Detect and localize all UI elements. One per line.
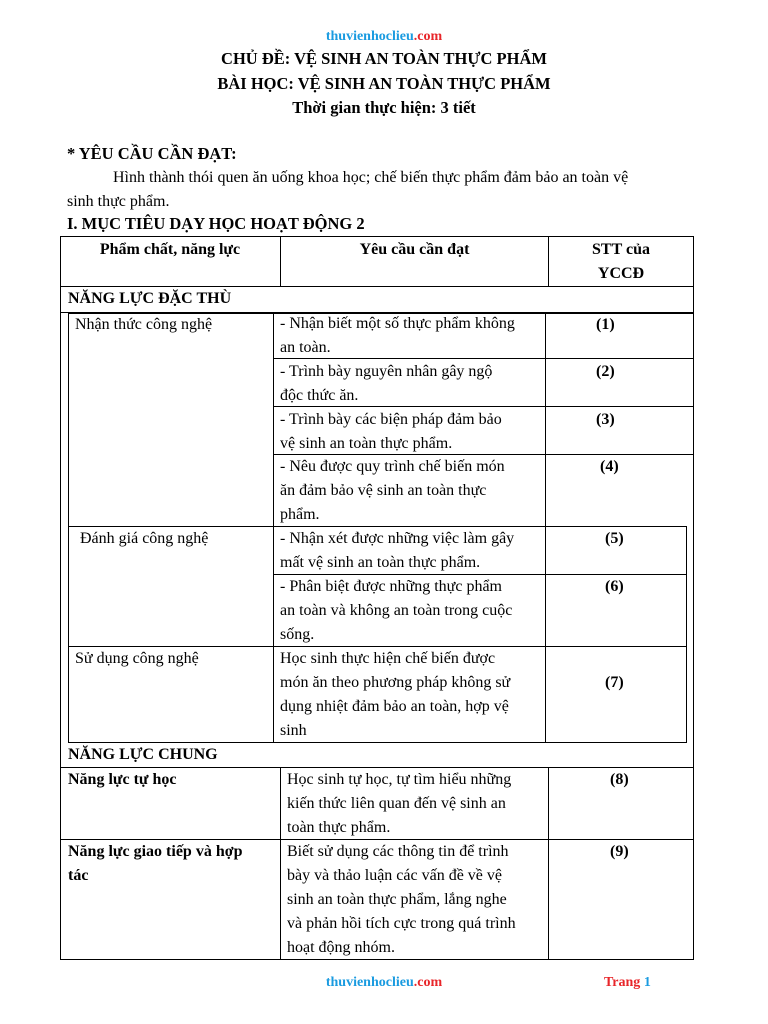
number-5: (5) <box>605 530 624 547</box>
number-2: (2) <box>596 363 615 380</box>
number-9: (9) <box>610 843 629 860</box>
requirement-9: Biết sử dụng các thông tin để trình bày và thảo luận các vấn đề về vệ sinh an toàn thực phẩm, lắng nghe và phản hồi tích cực trong quá trình hoạt động nhóm. <box>287 843 516 956</box>
requirement-4: - Nêu được quy trình chế biến món ăn đảm bảo vệ sinh an toàn thực phẩm. <box>280 458 505 523</box>
table-rule <box>273 313 274 743</box>
requirement-6: - Phân biệt được những thực phẩm an toàn và không an toàn trong cuộc sống. <box>280 578 513 643</box>
requirement-3: - Trình bày các biện pháp đảm bảo vệ sinh an toàn thực phẩm. <box>280 411 502 452</box>
label-self-study: Năng lực tự học <box>68 771 177 788</box>
title-block <box>0 47 768 121</box>
table-rule <box>68 313 69 743</box>
header-site-name: thuvienhoclieu.com <box>325 29 443 44</box>
requirement-2: - Trình bày nguyên nhân gây ngộ độc thức ăn. <box>280 363 493 404</box>
header-cell-requirement: Yêu cầu cần đạt <box>359 241 470 258</box>
number-8: (8) <box>610 771 629 788</box>
table-rule <box>545 313 546 743</box>
number-3: (3) <box>596 411 615 428</box>
page-number: Trang 1 <box>604 975 651 990</box>
number-6: (6) <box>605 578 624 595</box>
header-cell-number: STT của YCCĐ <box>592 241 650 282</box>
table-border-top <box>60 236 694 237</box>
group-awareness: Nhận thức công nghệ <box>75 316 213 333</box>
footer-site-name: thuvienhoclieu.com <box>325 975 443 990</box>
objectives-table <box>60 236 694 960</box>
lesson-title: BÀI HỌC: VỆ SINH AN TOÀN THỰC PHẨM <box>217 73 551 93</box>
requirement-7: Học sinh thực hiện chế biến được món ăn theo phương pháp không sử dụng nhiệt đảm bảo an toàn, hợp vệ sinh <box>280 650 511 739</box>
section-general-heading: NĂNG LỰC CHUNG <box>68 746 218 763</box>
topic-title: CHỦ ĐỀ: VỆ SINH AN TOÀN THỰC PHẨM <box>221 49 547 68</box>
table-rule <box>548 767 549 960</box>
requirements-text: Hình thành thói quen ăn uống khoa học; chế biến thực phẩm đảm bảo an toàn vệ sinh thực phẩm. <box>67 169 629 210</box>
requirement-1: - Nhận biết một số thực phẩm không an toàn. <box>280 315 515 356</box>
section-heading: I. MỤC TIÊU DẠY HỌC HOẠT ĐỘNG 2 <box>67 214 365 233</box>
number-4: (4) <box>600 458 619 475</box>
table-rule <box>280 767 281 960</box>
requirements-heading: * YÊU CẦU CẦN ĐẠT: <box>67 144 237 163</box>
requirement-5: - Nhận xét được những việc làm gây mất vệ sinh an toàn thực phẩm. <box>280 530 515 571</box>
label-communication: Năng lực giao tiếp và hợp tác <box>68 843 243 884</box>
duration-line: Thời gian thực hiện: 3 tiết <box>292 98 476 117</box>
group-evaluation: Đánh giá công nghệ <box>80 530 209 547</box>
section-specific-heading: NĂNG LỰC ĐẶC THÙ <box>68 290 232 307</box>
number-1: (1) <box>596 316 615 333</box>
requirement-8: Học sinh tự học, tự tìm hiểu những kiến thức liên quan đến vệ sinh an toàn thực phẩm. <box>287 771 512 836</box>
table-border-left <box>60 236 61 960</box>
number-7: (7) <box>605 674 624 691</box>
header-cell-competency: Phẩm chất, năng lực <box>99 241 241 258</box>
group-usage: Sử dụng công nghệ <box>75 650 199 667</box>
table-rule <box>686 526 687 743</box>
table-border-right <box>693 236 694 960</box>
